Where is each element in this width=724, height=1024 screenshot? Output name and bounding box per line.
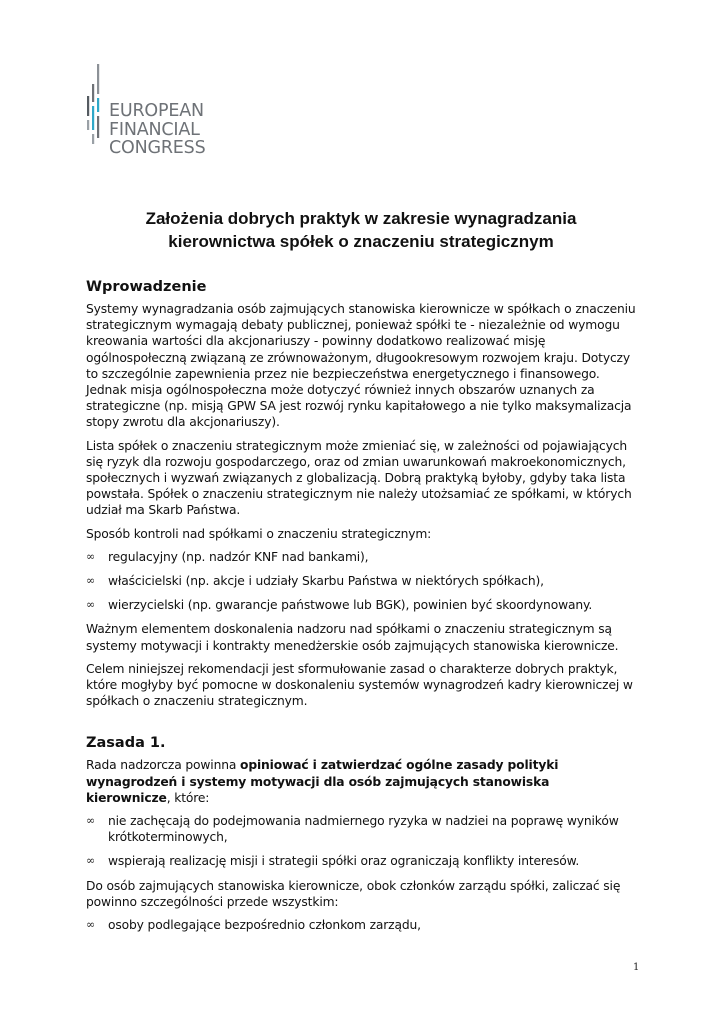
zasada-1-text-end: , które: [166,790,210,805]
logo-text [109,102,205,158]
list-item-text: wierzycielski (np. gwarancje państwowe lub BGK), powinien być skoordynowany. [108,598,593,613]
zasada-1-text-start: Rada nadzorcza powinna [86,758,241,773]
zasada-1-list [86,813,636,870]
zasada-1-text-bold: opiniować i zatwierdzać ogólne zasady polityki wynagrodzeń i systemy motywacji dla osób zajmujących stanowiska kierownicze [86,758,559,805]
list-item [86,549,636,565]
intro-paragraph-2: Lista spółek o znaczeniu strategicznym może zmieniać się, w zależności od pojawiających się ryzyk dla rozwoju gospodarczego, oraz od zmian uwarunkowań makroekonomicznych, społecznych i wyzwań związanych z globalizacją. Dobrą praktyką byłoby, gdyby taka lista powstała. Spółek o znaczeniu strategicznym nie należy utożsamiać ze spółkami, w których udział ma Skarb Państwa. [86,438,632,518]
intro-paragraph-3: Sposób kontroli nad spółkami o znaczeniu strategicznym: [86,526,432,541]
list-item-text: wspierają realizację misji i strategii spółki oraz ograniczają konflikty interesów. [108,854,580,869]
list-item-text: regulacyjny (np. nadzór KNF nad bankami), [108,549,369,564]
bullet-icon: ∞ [86,598,96,612]
list-item [86,597,636,613]
zasada-1-paragraph-2: Do osób zajmujących stanowiska kierownicze, obok członków zarządu spółki, zaliczać się powinno szczególności przede wszystkim: [86,878,621,909]
intro-paragraph-4: Ważnym elementem doskonalenia nadzoru nad spółkami o znaczeniu strategicznym są systemy motywacji i kontrakty menedżerskie osób zajmujących stanowiska kierownicze. [86,622,619,653]
title-line-2: kierownictwa spółek o znaczeniu strategicznym [168,232,554,251]
list-item [86,917,636,933]
bullet-icon: ∞ [86,854,96,868]
logo-line-3: CONGRESS [109,138,206,158]
bullet-icon: ∞ [86,814,96,828]
logo-lines-icon [84,62,104,162]
intro-heading: Wprowadzenie [86,279,207,295]
european-financial-congress-logo [84,62,214,162]
list-item [86,573,636,589]
document-title [86,207,636,253]
intro-paragraph-1: Systemy wynagradzania osób zajmujących stanowiska kierownicze w spółkach o znaczeniu strategicznym wymagają debaty publicznej, ponieważ spółki te - niezależnie od wymogu kreowania wartości dla akcjonariuszy - powinny dodatkowo realizować misję ogólnospołeczną związaną ze zrównoważonym, długookresowym rozwojem kraju. Dotyczy to szczególnie zapewnienia przez nie bezpieczeństwa energetycznego i finansowego. Jednak misja ogólnospołeczna może dotyczyć również innych obszarów uznanych za strategiczne (np. misją GPW SA jest rozwój rynku kapitałowego a nie tylko maksymalizacja stopy zwrotu dla akcjonariuszy). [86,302,636,430]
list-item-text: nie zachęcają do podejmowania nadmiernego ryzyka w nadziei na poprawę wyników krótkoterminowych, [108,814,619,845]
document-body [86,207,636,941]
intro-paragraph-5: Celem niniejszej rekomendacji jest sformułowanie zasad o charakterze dobrych praktyk, które mogłyby być pomocne w doskonaleniu systemów wynagrodzeń kadry kierowniczej w spółkach o znaczeniu strategicznym. [86,661,633,709]
list-item [86,813,636,845]
zasada-1-paragraph-1 [86,757,636,806]
zasada-1-list-2 [86,917,636,933]
zasada-1-heading: Zasada 1. [86,735,166,752]
page-number: 1 [633,962,640,973]
logo-line-2: FINANCIAL [109,119,200,140]
control-methods-list [86,549,636,614]
title-line-1: Założenia dobrych praktyk w zakresie wynagradzania [145,209,577,228]
bullet-icon: ∞ [86,918,96,932]
bullet-icon: ∞ [86,574,96,588]
list-item-text: właścicielski (np. akcje i udziały Skarbu Państwa w niektórych spółkach), [108,574,544,589]
list-item [86,853,636,869]
logo-line-1: EUROPEAN [109,101,204,121]
list-item-text: osoby podlegające bezpośrednio członkom zarządu, [108,918,421,933]
bullet-icon: ∞ [86,549,96,563]
